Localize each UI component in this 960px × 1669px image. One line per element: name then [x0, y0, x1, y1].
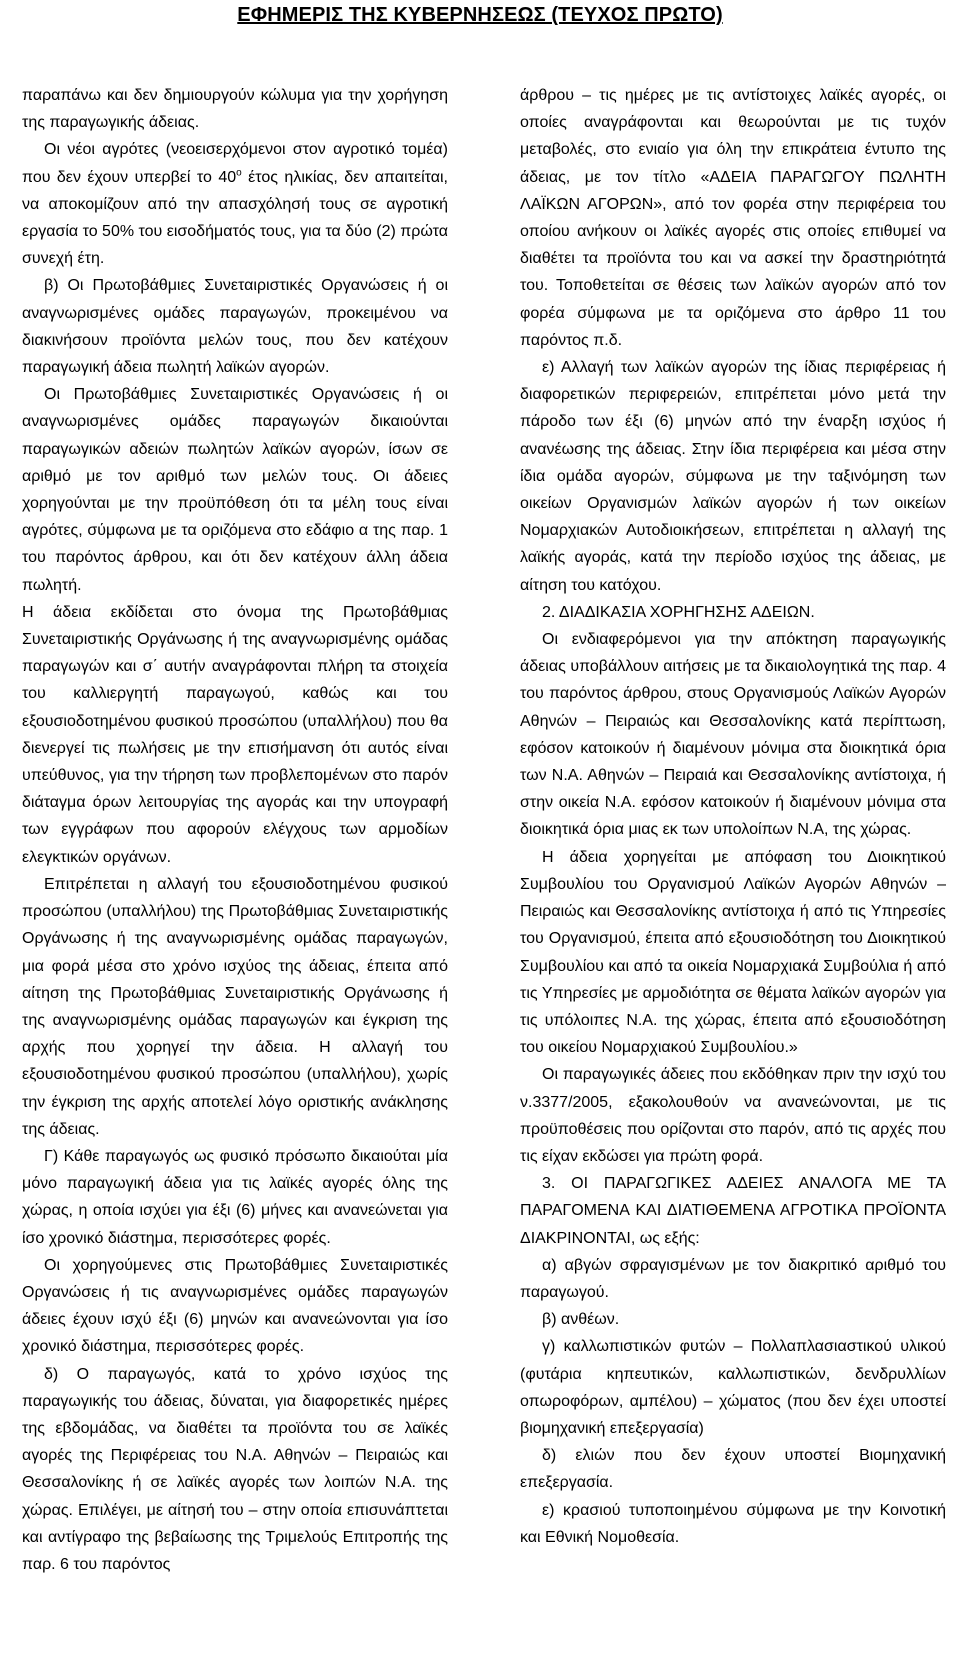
section-heading: 2. ΔΙΑΔΙΚΑΣΙΑ ΧΟΡΗΓΗΣΗΣ ΑΔΕΙΩΝ. [542, 603, 815, 621]
paragraph: άρθρου – τις ημέρες με τις αντίστοιχες λαϊκές αγορές, οι οποίες αναγράφονται και θεωρούνται με τις τυχόν μεταβολές, στο ενιαίο για όλη την επικράτεια έντυπο της άδειας, με τον τίτλο «ΑΔΕΙΑ ΠΑΡΑΓΩΓΟΥ ΠΩΛΗΤΗ ΛΑΪΚΩΝ ΑΓΟΡΩΝ», από τον φορέα στην περιφέρεια του οποίου ανήκουν οι λαϊκές αγορές στις οποίες επιθυμεί να διαθέτει τα προϊόντα του και να ασκεί την δραστηριότητά του. Τοποθετείται σε θέσεις των λαϊκών αγορών από τον φορέα σύμφωνα με τα οριζόμενα στο άρθρο 11 του παρόντος π.δ. [520, 87, 946, 349]
list-item: α) αβγών σφραγισμένων με τον διακριτικό αριθμό του παραγωγού. [520, 1256, 946, 1301]
superscript: ο [236, 167, 242, 179]
paragraph: Οι νέοι αγρότες (νεοεισερχόμενοι στον αγροτικό τομέα) που δεν έχουν υπερβεί το $40^o$ έτος ηλικίας, δεν απαιτείται, να αποκομίζουν από την απασχόλησή τους σε αγροτική εργασία το 50% του εισοδήματός τους, για τα δύο (2) πρώτα συνεχή έτη. [22, 141, 448, 268]
list-item: γ) καλλωπιστικών φυτών – Πολλαπλασιαστικού υλικού (φυτάρια κηπευτικών, καλλωπιστικών, δενδρυλλίων οπωροφόρων, αμπέλου) – χώματος (που δεν έχει υποστεί βιομηχανική επεξεργασία) [520, 1338, 946, 1437]
paragraph: Οι παραγωγικές άδειες που εκδόθηκαν πριν την ισχύ του ν.3377/2005, εξακολουθούν να ανανεώνονται, με τις προϋποθέσεις που ορίζονται στο παρόν, από τις αρχές που τις είχαν εκδώσει για πρώτη φορά. [520, 1066, 946, 1165]
right-column [520, 82, 946, 1551]
list-item: ε) κρασιού τυποποιημένου σύμφωνα με την Κοινοτική και Εθνική Νομοθεσία. [520, 1501, 946, 1546]
page-title: ΕΦΗΜΕΡΙΣ ΤΗΣ ΚΥΒΕΡΝΗΣΕΩΣ (ΤΕΥΧΟΣ ΠΡΩΤΟ) [237, 4, 723, 26]
paragraph: παραπάνω και δεν δημιουργούν κώλυμα για την χορήγηση της παραγωγικής άδειας. [22, 87, 448, 132]
list-item: β) ανθέων. [542, 1311, 620, 1329]
paragraph: Οι ενδιαφερόμενοι για την απόκτηση παραγωγικής άδειας υποβάλλουν αιτήσεις με τα δικαιολογητικά της παρ. 4 του παρόντος άρθρου, στους Οργανισμούς Λαϊκών Αγορών Αθηνών – Πειραιώς και Θεσσαλονίκης κατά περίπτωση, εφόσον κατοικούν ή διαμένουν μόνιμα στα διοικητικά όρια των Ν.Α. Αθηνών – Πειραιά και Θεσσαλονίκης αντίστοιχα, ή στην οικεία Ν.Α. εφόσον κατοικούν ή διαμένουν μόνιμα στα διοικητικά όρια μιας εκ των υπολοίπων Ν.Α, της χώρας. [520, 631, 946, 839]
paragraph: Γ) Κάθε παραγωγός ως φυσικό πρόσωπο δικαιούται μία μόνο παραγωγική άδεια για τις λαϊκές αγορές όλης της χώρας, η οποία ισχύει για έξι (6) μήνες και ανανεώνεται για ίσο χρονικό διάστημα, περισσότερες φορές. [22, 1147, 448, 1247]
paragraph: ε) Αλλαγή των λαϊκών αγορών της ίδιας περιφέρειας ή διαφορετικών περιφερειών, επιτρέπεται μόνο μετά την πάροδο των έξι (6) μηνών από την έναρξη ισχύος ή ανανέωσης της άδειας. Στην ίδια περιφέρεια και μέσα στην ίδια ομάδα αγορών, σύμφωνα με την ταξινόμηση των οικείων Οργανισμών λαϊκών αγορών ή των οικείων Νομαρχιακών Αυτοδιοικήσεων, επιτρέπεται η αλλαγή της λαϊκής αγοράς, κατά την περίοδο ισχύος της άδειας, με αίτηση του κατόχου. [520, 359, 946, 594]
section-heading: 3. ΟΙ ΠΑΡΑΓΩΓΙΚΕΣ ΑΔΕΙΕΣ ΑΝΑΛΟΓΑ ΜΕ ΤΑ ΠΑΡΑΓΟΜΕΝΑ ΚΑΙ ΔΙΑΤΙΘΕΜΕΝΑ ΑΓΡΟΤΙΚΑ ΠΡΟΪΟΝΤΑ ΔΙΑΚΡΙΝΟΝΤΑΙ, ως εξής: [520, 1175, 946, 1247]
paragraph: Η άδεια χορηγείται με απόφαση του Διοικητικού Συμβουλίου του Οργανισμού Λαϊκών Αγορών Αθηνών – Πειραιώς και Θεσσαλονίκης αντίστοιχα ή από τις Υπηρεσίες του Οργανισμού, έπειτα από εξουσιοδότηση του Διοικητικού Συμβουλίου και από τα οικεία Νομαρχιακά Συμβούλια ή από τις Υπηρεσίες με αρμοδιότητα σε θέματα λαϊκών αγορών για τις υπόλοιπες Ν.Α. της χώρας, έπειτα από εξουσιοδότηση του οικείου Νομαρχιακού Συμβουλίου.» [520, 848, 946, 1057]
paragraph: Οι Πρωτοβάθμιες Συνεταιριστικές Οργανώσεις ή οι αναγνωρισμένες ομάδες παραγωγών δικαιούνται παραγωγικών αδειών πωλητών λαϊκών αγορών, ίσων σε αριθμό με τον αριθμό των μελών τους. Οι άδειες χορηγούνται με την προϋπόθεση ότι τα μέλη τους είναι αγρότες, σύμφωνα με τα οριζόμενα στο εδάφιο α της παρ. 1 του παρόντος άρθρου, και ότι δεν κατέχουν άλλη άδεια πωλητή. [22, 386, 448, 594]
paragraph: Επιτρέπεται η αλλαγή του εξουσιοδοτημένου φυσικού προσώπου (υπαλλήλου) της Πρωτοβάθμιας Συνεταιριστικής Οργάνωσης ή της αναγνωρισμένης ομάδας παραγωγών, μια φορά μέσα στο χρόνο ισχύος της άδειας, έπειτα από αίτηση της Πρωτοβάθμιας Συνεταιριστικής Οργάνωσης ή της αναγνωρισμένης ομάδας παραγωγών και έγκριση της αρχής που χορηγεί την άδεια. Η αλλαγή του εξουσιοδοτημένου φυσικού προσώπου (υπαλλήλου), χωρίς την έγκριση της αρχής αποτελεί λόγο οριστικής ανάκλησης της άδειας. [22, 875, 448, 1138]
paragraph: β) Οι Πρωτοβάθμιες Συνεταιριστικές Οργανώσεις ή οι αναγνωρισμένες ομάδες παραγωγών, προκειμένου να διακινήσουν προϊόντα μελών τους, που δεν κατέχουν παραγωγική άδεια πωλητή λαϊκών αγορών. [22, 277, 448, 377]
paragraph: Η άδεια εκδίδεται στο όνομα της Πρωτοβάθμιας Συνεταιριστικής Οργάνωσης ή της αναγνωρισμένης ομάδας παραγωγών και σ΄ αυτήν αναγράφονται πλήρη τα στοιχεία του καλλιεργητή παραγωγού, καθώς και του εξουσιοδοτημένου φυσικού προσώπου (υπαλλήλου) που θα διενεργεί τις πωλήσεις με την επισήμανση ότι αυτός είναι υπεύθυνος, για την τήρηση των προβλεπομένων στο παρόν διάταγμα όρων λειτουργίας της αγοράς και την υπογραφή των εγγράφων που αφορούν ελέγχους των αρμοδίων ελεγκτικών οργάνων. [22, 603, 448, 866]
page-header [0, 0, 960, 60]
paragraph: Οι χορηγούμενες στις Πρωτοβάθμιες Συνεταιριστικές Οργανώσεις ή τις αναγνωρισμένες ομάδες παραγωγών άδειες έχουν ισχύ έξι (6) μηνών και ανανεώνονται για ίσο χρονικό διάστημα, περισσότερες φορές. [22, 1256, 448, 1356]
left-column [22, 82, 448, 1578]
paragraph: δ) Ο παραγωγός, κατά το χρόνο ισχύος της παραγωγικής του άδειας, δύναται, για διαφορετικές ημέρες της εβδομάδας, να διαθέτει τα προϊόντα του σε λαϊκές αγορές της Περιφέρειας του Ν.Α. Αθηνών – Πειραιώς και Θεσσαλονίκης ή σε λαϊκές αγορές των λοιπών Ν.Α. της χώρας. Επιλέγει, με αίτησή του – στην οποία επισυνάπτεται και αντίγραφο της βεβαίωσης της Τριμελούς Επιτροπής της παρ. 6 του παρόντος [22, 1365, 448, 1573]
list-item: δ) ελιών που δεν έχουν υποστεί Βιομηχανική επεξεργασία. [520, 1447, 946, 1492]
